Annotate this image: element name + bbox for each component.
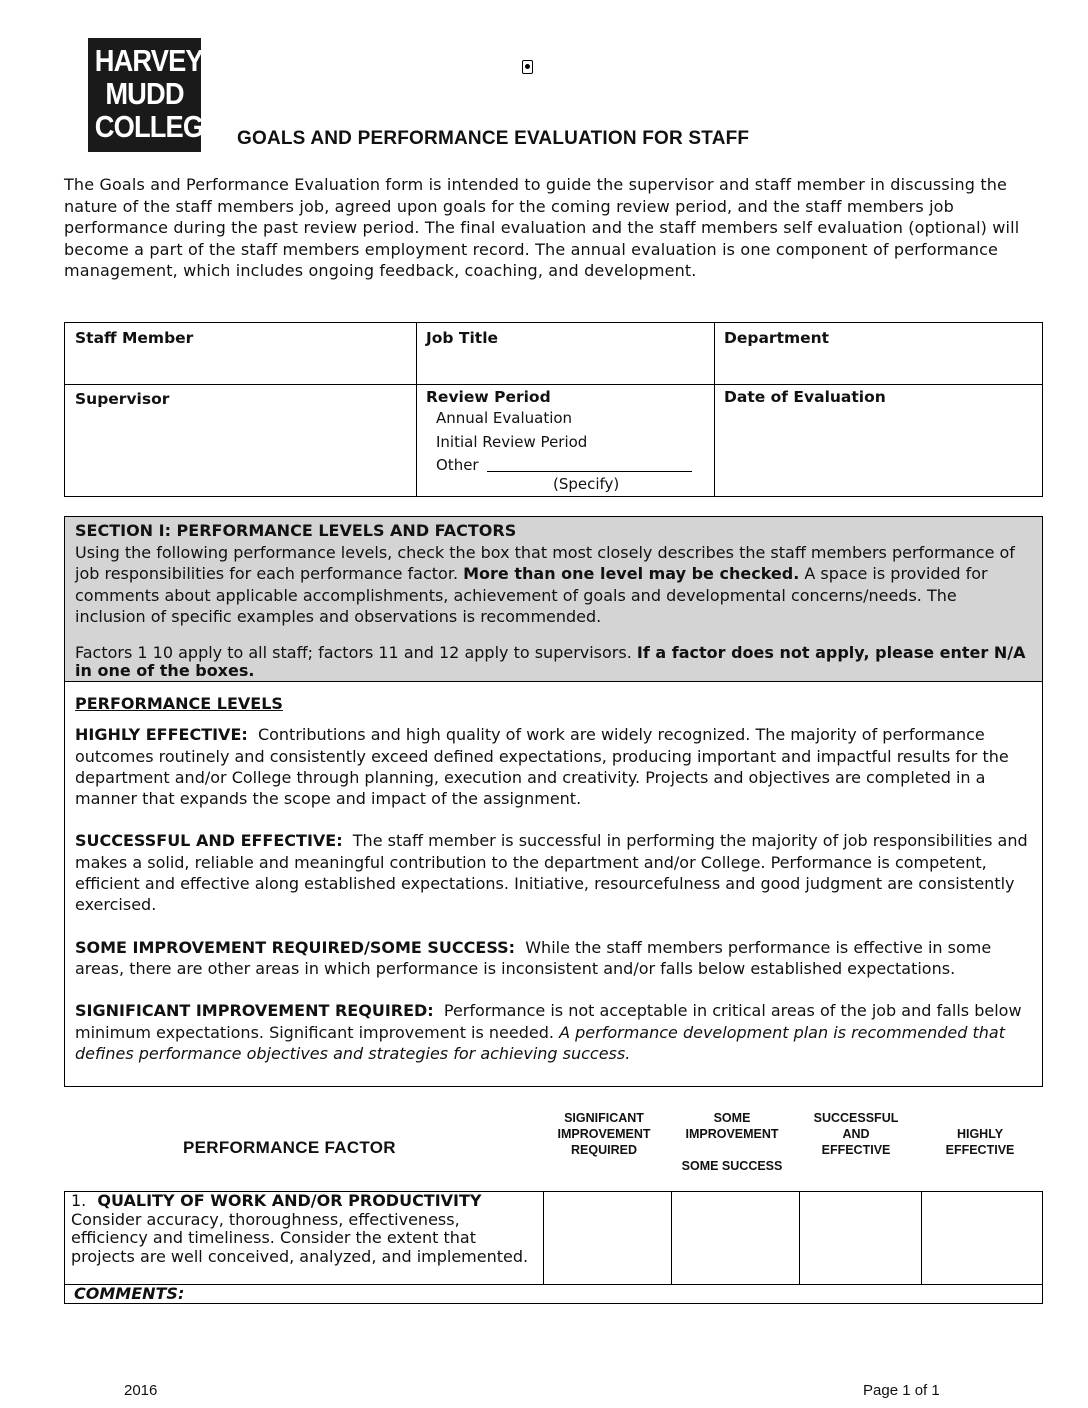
level-description: Performance is not acceptable in critical areas of the job and falls below minimum expectations. Significant improvement is needed.: [75, 1001, 1022, 1042]
section-header: [65, 517, 1042, 682]
checkbox-significant[interactable]: [544, 1192, 671, 1284]
date-of-evaluation-field[interactable]: [714, 384, 1044, 496]
supervisor-field[interactable]: [65, 384, 416, 496]
supervisor-label: Supervisor: [75, 390, 170, 408]
header-line: IMPROVEMENT: [685, 1127, 779, 1141]
review-period-label: Review Period: [426, 388, 551, 406]
column-header-highly-effective: [919, 1126, 1041, 1158]
department-label: Department: [724, 329, 830, 347]
header-line: IMPROVEMENT: [557, 1127, 651, 1141]
staff-member-field[interactable]: [65, 323, 416, 384]
section-comments-note: A space is provided for comments about applicable accomplishments, achievement of goals and developmental concerns/needs. The inclusion of specific examples and observations is recommended.: [75, 564, 988, 626]
comments-label: COMMENTS:: [74, 1284, 185, 1303]
level-successful-effective: [75, 830, 1032, 915]
level-highly-effective: [75, 724, 1032, 809]
factor-title: QUALITY OF WORK AND/OR PRODUCTIVITY: [97, 1191, 482, 1210]
factor-description-cell: [71, 1192, 531, 1266]
header-line: EFFECTIVE: [821, 1143, 891, 1157]
checkbox-successful[interactable]: [800, 1192, 921, 1284]
header-line: SIGNIFICANT: [564, 1111, 644, 1125]
factor-number: 1.: [71, 1191, 87, 1210]
level-description: The staff member is successful in performing the majority of job responsibilities and makes a solid, reliable and meaningful contribution to the department and/or College. Performance is competent, efficient and effective along established expectations. Initiative, resourcefulness and good judgment are consistently exercised.: [75, 831, 1028, 915]
job-title-label: Job Title: [426, 329, 499, 347]
level-some-improvement: [75, 937, 1032, 980]
level-label: HIGHLY EFFECTIVE:: [75, 725, 248, 745]
logo-line: COLLEGE: [94, 109, 221, 144]
header-line: SUCCESSFUL: [813, 1111, 899, 1125]
level-label: SOME IMPROVEMENT REQUIRED/SOME SUCCESS:: [75, 937, 516, 957]
factor-row-quality: [64, 1191, 1043, 1304]
column-header-significant: [543, 1110, 665, 1158]
level-description: Contributions and high quality of work are widely recognized. The majority of performance outcomes routinely and consistently exceed defined expectations, producing important and impactful results for the department and/or College through planning, execution and creativity. Projects and objectives are completed in a manner that expands the scope and impact of the assignment.: [75, 725, 1009, 809]
page-title: GOALS AND PERFORMANCE EVALUATION FOR STAFF: [237, 128, 750, 149]
staff-member-label: Staff Member: [75, 329, 194, 347]
level-description: While the staff members performance is effective in some areas, there are other areas in which performance is inconsistent and/or falls below established expectations.: [75, 937, 992, 978]
section-instructions-bold: More than one level may be checked.: [463, 564, 800, 583]
intro-paragraph: The Goals and Performance Evaluation form is intended to guide the supervisor and staff member in discussing the nature of the staff members job, agreed upon goals for the coming review period, and the staff members job performance during the past review period. The final evaluation and the staff members self evaluation (optional) will become a part of the staff members employment record. The annual evaluation is one component of performance management, which includes ongoing feedback, coaching, and development.: [64, 175, 1020, 280]
factors-note: Factors 1 10 apply to all staff; factors 11 and 12 apply to supervisors.: [75, 642, 632, 662]
annual-evaluation-option[interactable]: Annual Evaluation: [436, 409, 573, 427]
college-logo: [88, 38, 221, 152]
specify-label: (Specify): [553, 475, 620, 493]
header-line: AND: [842, 1127, 870, 1141]
section-instructions: Using the following performance levels, check the box that most closely describes the staff members performance of job responsibilities for each performance factor.: [75, 542, 1015, 583]
logo-line: HARVEY: [94, 43, 203, 78]
employee-info-table: [64, 322, 1043, 497]
footer-year: 2016: [124, 1382, 158, 1399]
level-label: SIGNIFICANT IMPROVEMENT REQUIRED:: [75, 1001, 434, 1021]
level-significant-improvement: [75, 1000, 1032, 1064]
header-line: HIGHLY: [956, 1127, 1004, 1141]
page-number: Page 1 of 1: [863, 1382, 940, 1399]
factor-description: Consider accuracy, thoroughness, effectiveness, efficiency and timeliness. Consider the extent that projects are well conceived, analyzed, and implemented.: [71, 1209, 529, 1266]
factors-note-bold: If a factor does not apply, please enter N/A in one of the boxes.: [75, 642, 1026, 680]
performance-levels: [65, 683, 1042, 1074]
initial-review-option[interactable]: Initial Review Period: [436, 433, 588, 451]
column-header-successful: [795, 1110, 917, 1158]
header-line: SOME SUCCESS: [681, 1159, 783, 1173]
header-line: SOME: [713, 1111, 751, 1125]
column-header-some-improvement: [671, 1110, 793, 1174]
section-performance-levels: [64, 516, 1043, 1087]
header-line: REQUIRED: [571, 1143, 637, 1157]
performance-factor-heading: PERFORMANCE FACTOR: [183, 1138, 396, 1157]
department-field[interactable]: [714, 323, 1044, 384]
other-blank[interactable]: [487, 471, 692, 472]
logo-line: MUDD: [105, 76, 184, 111]
job-title-field[interactable]: [416, 323, 714, 384]
levels-heading: PERFORMANCE LEVELS: [75, 694, 283, 713]
level-note: A performance development plan is recommended that defines performance objectives and strategies for achieving success.: [75, 1022, 1005, 1063]
level-label: SUCCESSFUL AND EFFECTIVE:: [75, 831, 343, 851]
checkbox-highly-effective[interactable]: [922, 1192, 1042, 1284]
bullet-icon: [522, 60, 533, 74]
other-option[interactable]: [436, 454, 704, 476]
other-label: Other: [436, 456, 479, 474]
date-of-evaluation-label: Date of Evaluation: [724, 388, 886, 406]
checkbox-some-improvement[interactable]: [672, 1192, 799, 1284]
header-line: EFFECTIVE: [945, 1143, 1015, 1157]
section-heading: SECTION I: PERFORMANCE LEVELS AND FACTORS: [75, 521, 517, 540]
review-period-field[interactable]: [416, 384, 714, 496]
